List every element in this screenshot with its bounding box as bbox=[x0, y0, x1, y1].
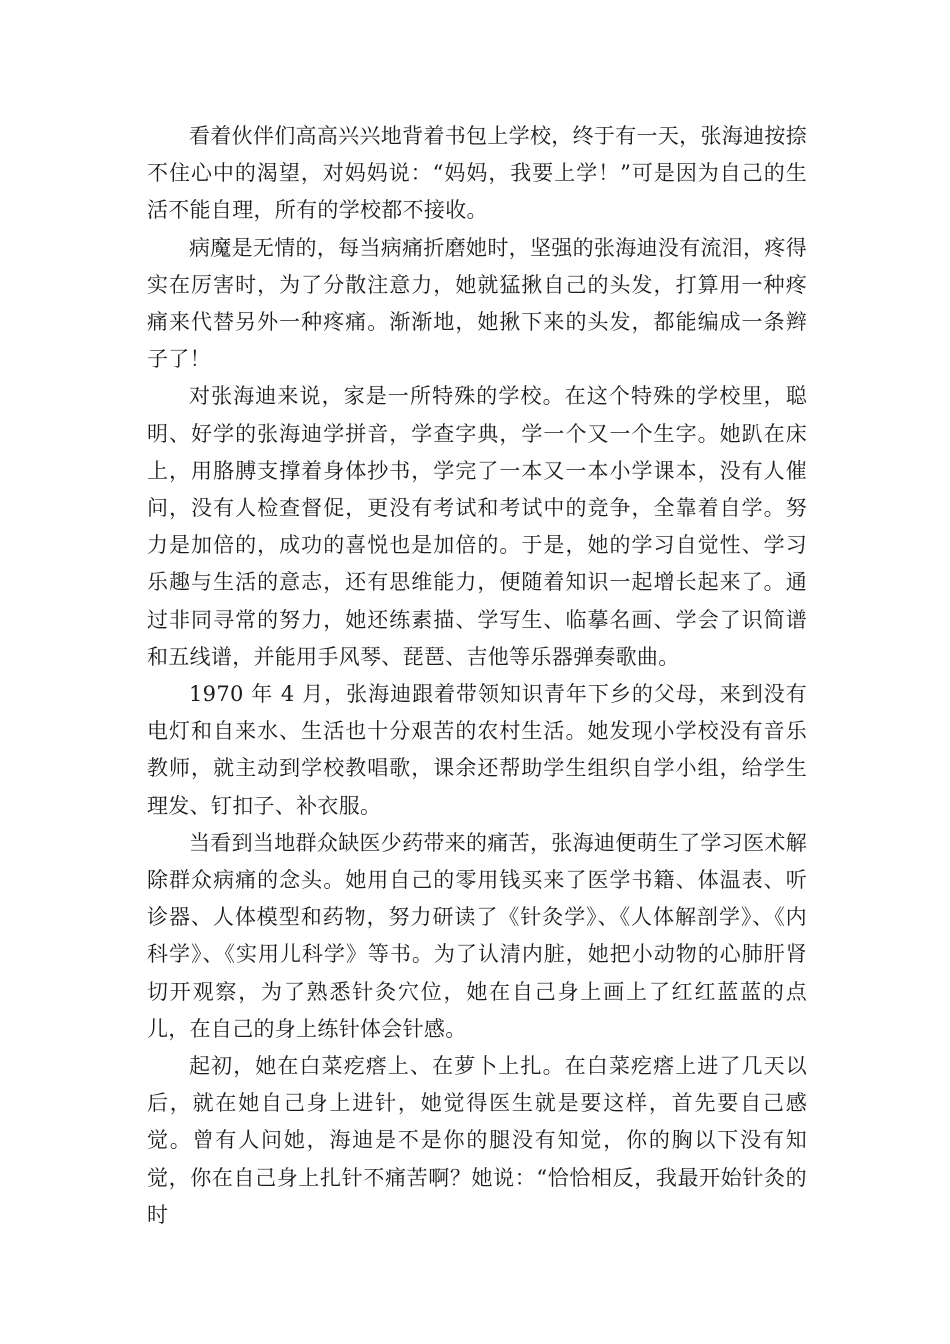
paragraph-3: 对张海迪来说，家是一所特殊的学校。在这个特殊的学校里，聪明、好学的张海迪学拼音，学查字典，学一个又一个生字。她趴在床上，用胳膊支撑着身体抄书，学完了一本又一本小学课本，没有人催问，没有人检查督促，更没有考试和考试中的竞争，全靠着自学。努力是加倍的，成功的喜悦也是加倍的。于是，她的学习自觉性、学习乐趣与生活的意志，还有思维能力，便随着知识一起增长起来了。通过非同寻常的努力，她还练素描、学写生、临摹名画、学会了识简谱和五线谱，并能用手风琴、琵琶、吉他等乐器弹奏歌曲。 bbox=[147, 384, 807, 669]
document-body bbox=[147, 118, 807, 1234]
paragraph-1: 看着伙伴们高高兴兴地背着书包上学校，终于有一天，张海迪按捺不住心中的渴望，对妈妈说：“妈妈，我要上学！”可是因为自己的生活不能自理，所有的学校都不接收。 bbox=[147, 124, 807, 223]
paragraph-4: 1970 年 4 月，张海迪跟着带领知识青年下乡的父母，来到没有电灯和自来水、生活也十分艰苦的农村生活。她发现小学校没有音乐教师，就主动到学校教唱歌，课余还帮助学生组织自学小组，给学生理发、钉扣子、补衣服。 bbox=[147, 682, 807, 818]
paragraph-2: 病魔是无情的，每当病痛折磨她时，坚强的张海迪没有流泪，疼得实在厉害时，为了分散注意力，她就猛揪自己的头发，打算用一种疼痛来代替另外一种疼痛。渐渐地，她揪下来的头发，都能编成一条辫子了！ bbox=[147, 235, 807, 372]
paragraph-6: 起初，她在白菜疙瘩上、在萝卜上扎。在白菜疙瘩上进了几天以后，就在她自己身上进针，她觉得医生就是要这样，首先要自己感觉。曾有人问她，海迪是不是你的腿没有知觉，你的胸以下没有知觉，你在自己身上扎针不痛苦啊？她说：“恰恰相反，我最开始针灸的时 bbox=[147, 1054, 807, 1227]
paragraph-5: 当看到当地群众缺医少药带来的痛苦，张海迪便萌生了学习医术解除群众病痛的念头。她用自己的零用钱买来了医学书籍、体温表、听诊器、人体模型和药物，努力研读了《针灸学》、《人体解剖学》、《内科学》、《实用儿科学》等书。为了认清内脏，她把小动物的心肺肝肾切开观察，为了熟悉针灸穴位，她在自己身上画上了红红蓝蓝的点儿，在自己的身上练针体会针感。 bbox=[147, 830, 807, 1041]
